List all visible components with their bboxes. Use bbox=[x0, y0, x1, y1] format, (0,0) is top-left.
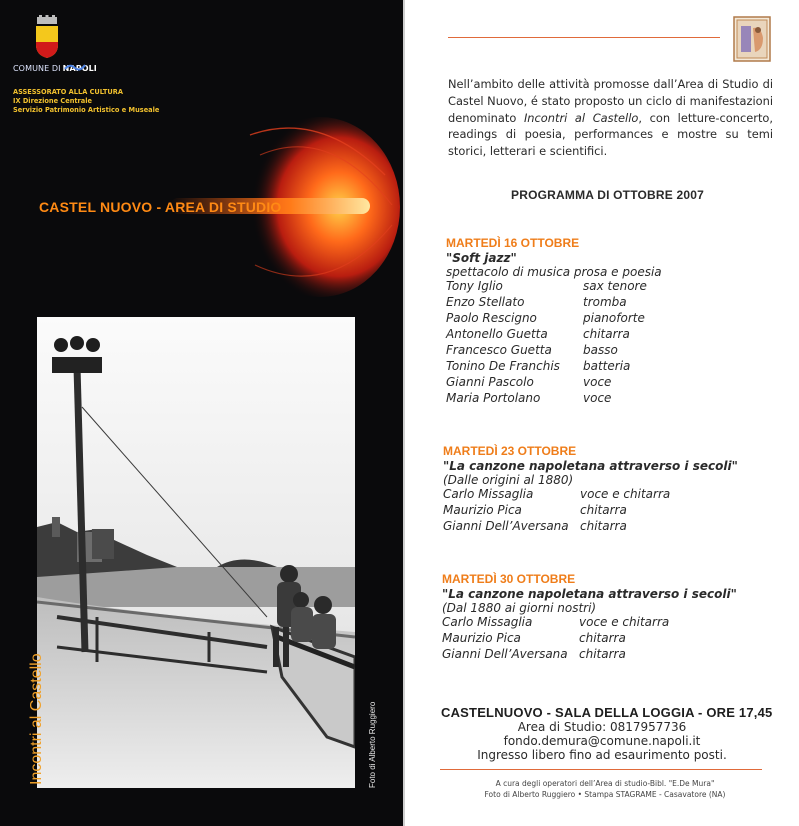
performer-role: chitarra bbox=[580, 519, 627, 533]
dept-line: ASSESSORATO ALLA CULTURA bbox=[13, 88, 123, 96]
event-date: MARTEDÌ 30 OTTOBRE bbox=[442, 572, 576, 586]
intro-part2: , con letture-concerto, readings di poesia, performances e mostre su temi storici, letterari e scientifici. bbox=[448, 110, 773, 159]
performer-row bbox=[446, 311, 776, 327]
performer-role: sax tenore bbox=[583, 279, 647, 293]
performer-name: Maurizio Pica bbox=[443, 503, 522, 517]
performer-role: voce bbox=[583, 391, 612, 405]
event-block bbox=[443, 444, 783, 535]
event-subtitle: (Dalle origini al 1880) bbox=[443, 473, 574, 487]
intro-part1: Nell’ambito delle attività promosse dall’Area di Studio di Castel Nuovo, é stato proposto un ciclo di manifestazioni denominato bbox=[448, 77, 773, 125]
performer-name: Tony Iglio bbox=[446, 279, 503, 293]
credit-line: A cura degli operatori dell’Area di studio-Bibl. "E.De Mura" bbox=[495, 779, 715, 788]
event-block bbox=[442, 572, 782, 663]
event-subtitle: spettacolo di musica prosa e poesia bbox=[446, 265, 662, 279]
performer-row bbox=[443, 503, 783, 519]
photo-credit: Foto di Alberto Ruggiero bbox=[368, 701, 377, 788]
bottom-divider bbox=[440, 769, 762, 770]
performer-row bbox=[443, 487, 783, 503]
performer-name: Maria Portolano bbox=[446, 391, 541, 405]
event-subtitle: (Dal 1880 ai giorni nostri) bbox=[442, 601, 597, 615]
performer-row bbox=[442, 647, 782, 663]
dept-line: Servizio Patrimonio Artistico e Museale bbox=[13, 106, 160, 114]
dept-line: IX Direzione Centrale bbox=[13, 97, 92, 105]
event-title: "Soft jazz" bbox=[446, 251, 517, 265]
performer-name: Carlo Missaglia bbox=[443, 487, 534, 501]
performer-name: Maurizio Pica bbox=[442, 631, 521, 645]
venue-line: CASTELNUOVO - SALA DELLA LOGGIA - ORE 17,45 bbox=[441, 705, 773, 720]
event-title: "La canzone napoletana attraverso i secoli" bbox=[442, 587, 737, 601]
performer-row bbox=[446, 279, 776, 295]
performer-role: basso bbox=[583, 343, 618, 357]
performer-role: voce bbox=[583, 375, 612, 389]
performer-role: voce e chitarra bbox=[580, 487, 671, 501]
performer-row bbox=[446, 327, 776, 343]
wave-icon bbox=[64, 62, 86, 72]
performer-name: Francesco Guetta bbox=[446, 343, 552, 357]
event-title: "La canzone napoletana attraverso i secoli" bbox=[443, 459, 738, 473]
performer-role: batteria bbox=[583, 359, 631, 373]
performer-name: Gianni Dell’Aversana bbox=[443, 519, 569, 533]
performer-role: chitarra bbox=[583, 327, 630, 341]
event-date: MARTEDÌ 16 OTTOBRE bbox=[446, 236, 580, 250]
comune-prefix: COMUNE DI bbox=[13, 64, 61, 73]
event-block bbox=[446, 236, 776, 407]
performer-row bbox=[446, 343, 776, 359]
fold-line bbox=[403, 0, 405, 826]
performer-row bbox=[442, 631, 782, 647]
castel-title: CASTEL NUOVO - AREA DI STUDIO bbox=[39, 199, 282, 215]
performer-role: tromba bbox=[583, 295, 627, 309]
performer-row bbox=[446, 295, 776, 311]
performer-name: Paolo Rescigno bbox=[446, 311, 537, 325]
performer-row bbox=[446, 359, 776, 375]
performer-role: pianoforte bbox=[583, 311, 645, 325]
contact-phone: Area di Studio: 0817957736 bbox=[517, 720, 687, 734]
intro-paragraph bbox=[448, 76, 773, 160]
credit-line: Foto di Alberto Ruggiero • Stampa STAGRAME - Casavatore (NA) bbox=[484, 790, 726, 799]
performer-role: chitarra bbox=[580, 503, 627, 517]
comune-city: NAPOLI bbox=[62, 64, 97, 73]
intro-emphasis: Incontri al Castello bbox=[523, 110, 639, 125]
performer-name: Enzo Stellato bbox=[446, 295, 525, 309]
performer-name: Tonino De Franchis bbox=[446, 359, 560, 373]
performer-row bbox=[446, 391, 776, 407]
program-title: PROGRAMMA DI OTTOBRE 2007 bbox=[511, 188, 705, 202]
performer-row bbox=[446, 375, 776, 391]
event-date: MARTEDÌ 23 OTTOBRE bbox=[443, 444, 577, 458]
performer-row bbox=[442, 615, 782, 631]
department-block bbox=[13, 88, 159, 115]
library-logo-icon bbox=[733, 16, 771, 62]
performer-name: Carlo Missaglia bbox=[442, 615, 533, 629]
beach-photo bbox=[37, 317, 355, 788]
performer-name: Gianni Dell’Aversana bbox=[442, 647, 568, 661]
vertical-title: Incontri al Castello bbox=[28, 653, 45, 785]
performer-role: voce e chitarra bbox=[579, 615, 670, 629]
entry-note: Ingresso libero fino ad esaurimento posti. bbox=[477, 748, 727, 762]
performer-name: Gianni Pascolo bbox=[446, 375, 534, 389]
performer-role: chitarra bbox=[579, 631, 626, 645]
performer-role: chitarra bbox=[579, 647, 626, 661]
napoli-crest-icon bbox=[34, 15, 60, 59]
performer-name: Antonello Guetta bbox=[446, 327, 548, 341]
performer-row bbox=[443, 519, 783, 535]
contact-email[interactable]: fondo.demura@comune.napoli.it bbox=[503, 734, 701, 748]
top-divider bbox=[448, 37, 720, 38]
